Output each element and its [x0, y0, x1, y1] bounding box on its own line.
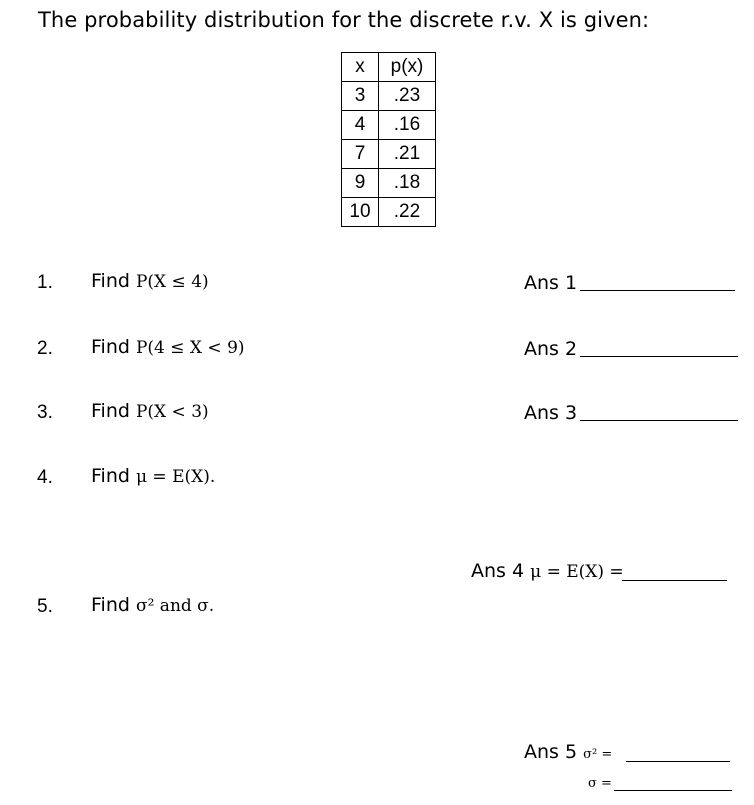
table-header-p: p(x) [379, 53, 436, 82]
answer-label: Ans 2 [524, 338, 578, 360]
question-expression: σ² and σ. [135, 596, 215, 616]
answer-label-4 [471, 560, 624, 582]
answer-label: Ans 5 [524, 741, 578, 763]
answer-expression: μ = E(X) = [530, 562, 624, 582]
question-text [91, 336, 245, 358]
answer-line[interactable] [580, 420, 738, 421]
distribution-table [341, 52, 436, 227]
question-text [91, 465, 215, 487]
table-cell-p: .23 [379, 82, 436, 111]
page-title: The probability distribution for the discrete r.v. X is given: [38, 8, 650, 32]
table-header-x: x [342, 53, 379, 82]
answer-label: Ans 4 [471, 560, 525, 582]
question-number: 1. [37, 272, 53, 293]
answer-label: Ans 1 [524, 272, 578, 294]
table-cell-x: 10 [342, 198, 379, 227]
table-cell-p: .16 [379, 111, 436, 140]
answer-line[interactable] [580, 290, 735, 291]
answer-expression-sigma: σ = [588, 776, 612, 791]
find-label: Find [91, 336, 130, 358]
find-label: Find [91, 400, 130, 422]
answer-line[interactable] [614, 790, 732, 791]
table-cell-x: 4 [342, 111, 379, 140]
question-expression: μ = E(X). [135, 467, 216, 487]
table-cell-x: 7 [342, 140, 379, 169]
table-row [342, 169, 436, 198]
find-label: Find [91, 594, 130, 616]
question-text [91, 594, 214, 616]
answer-label: Ans 3 [524, 402, 578, 424]
question-text [91, 400, 209, 422]
table-cell-x: 3 [342, 82, 379, 111]
question-number: 3. [37, 402, 53, 423]
question-number: 4. [37, 467, 53, 488]
question-expression: P(X < 3) [135, 402, 209, 422]
table-header-row [342, 53, 436, 82]
question-number: 5. [37, 596, 53, 617]
table-row [342, 82, 436, 111]
find-label: Find [91, 270, 130, 292]
answer-expression: σ² = [583, 747, 613, 762]
table-row [342, 140, 436, 169]
find-label: Find [91, 465, 130, 487]
table-cell-p: .22 [379, 198, 436, 227]
question-text [91, 270, 209, 292]
answer-line[interactable] [626, 761, 730, 762]
table-cell-p: .21 [379, 140, 436, 169]
question-number: 2. [37, 338, 53, 359]
answer-line[interactable] [580, 356, 738, 357]
table-cell-x: 9 [342, 169, 379, 198]
question-expression: P(X ≤ 4) [135, 272, 209, 292]
table-row [342, 111, 436, 140]
table-row [342, 198, 436, 227]
answer-label-5 [524, 741, 612, 763]
question-expression: P(4 ≤ X < 9) [135, 338, 245, 358]
table-cell-p: .18 [379, 169, 436, 198]
answer-line[interactable] [622, 580, 727, 581]
